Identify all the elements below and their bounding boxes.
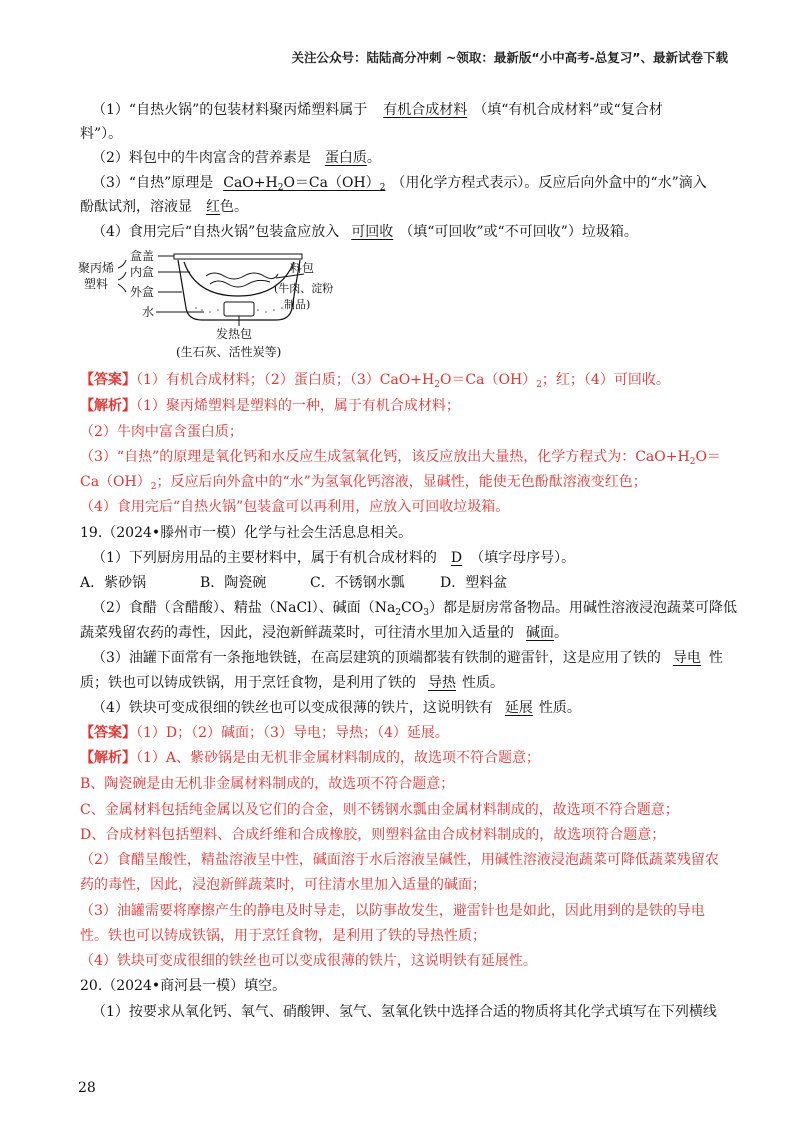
diagram-label-inner-box: 内盒 — [130, 265, 155, 279]
q18-answer-3: $CaO+H_2O=Ca(OH)_2$ — [223, 175, 386, 193]
q19-analysis-7: （3）油罐需要将摩擦产生的静电及时导走，以防事故发生，避雷针也是如此，因此用到的是铁的导电 — [80, 903, 705, 919]
q19-line-2: （2）食醋（含醋酸）、精盐（NaCl）、碱面$(Na_2CO_3)$都是厨房常备物品。用碱性溶液浸泡蔬菜可降低 — [92, 600, 737, 618]
q18-answer-line: 【答案】（1）有机合成材料；（2）蛋白质；$(3)CaO+H_2O=Ca(OH)_2$；红；（4）可回收。 — [80, 372, 670, 390]
self-heating-pot-diagram — [78, 248, 334, 366]
diagram-label-lid: 盒盖 — [130, 249, 155, 263]
diagram-label-outer-box: 外盒 — [130, 285, 155, 299]
q19-analysis-3: C、金属材料包括纯金属以及它们的合金，则不锈钢水瓢由金属材料制成的，故选项不符合题意； — [80, 802, 679, 818]
q19-option-b: B．陶瓷碗 — [200, 575, 267, 591]
diagram-label-heating-pack: 发热包 — [216, 327, 253, 341]
q19-option-d: D．塑料盆 — [440, 575, 508, 591]
diagram-label-food-pack-content: (牛肉、淀粉 — [274, 282, 334, 295]
q19-analysis-5: （2）食醋呈酸性，精盐溶液呈中性，碱面溶于水后溶液呈碱性，用碱性溶液浸泡蔬菜可降低蔬菜残留农 — [80, 852, 719, 868]
q19-analysis-1: 【解析】（1）A、紫砂锅是由无机非金属材料制成的，故选项不符合题意； — [80, 750, 541, 766]
q18-answer-1: 有机合成材料 — [383, 102, 468, 118]
q19-analysis-4: D、合成材料包括塑料、合成纤维和合成橡胶，则塑料盆由合成材料制成的，故选项符合题意； — [80, 827, 666, 843]
diagram-label-heating-pack-content: (生石灰、活性炭等) — [176, 345, 282, 359]
diagram-label-polypropylene: 聚丙烯 — [78, 261, 115, 275]
q18-analysis-3: （3）“自热”的原理是氧化钙和水反应生成氢氧化钙，该反应放出大量热，化学方程式为：$CaO+H_2O=$ — [80, 449, 721, 467]
diagram-label-water: 水 — [142, 305, 155, 319]
q19-options — [80, 573, 507, 593]
diagram-label-food-pack: 料包 — [290, 261, 315, 275]
q19-option-a: A．紫砂锅 — [80, 575, 147, 591]
q19-analysis-6: 药的毒性，因此，浸泡新鲜蔬菜时，可往清水里加入适量的碱面； — [80, 877, 486, 893]
q19-title: 19.（2024•滕州市一模）化学与社会生活息息相关。 — [80, 525, 413, 541]
q18-analysis-1: 【解析】（1）聚丙烯塑料是塑料的一种，属于有机合成材料； — [80, 398, 460, 414]
diagram-label-food-pack-content-2: 制品) — [284, 298, 311, 311]
q18-line-4: 酚酞试剂，溶液显 红色。 — [80, 199, 248, 215]
q19-analysis-2: B、陶瓷碗是由无机非金属材料制成的，故选项不符合题意； — [80, 776, 455, 792]
q18-analysis-4: $Ca(OH)_2$；反应后向外盒中的“水”为氢氧化钙溶液，显碱性，能使无色酚酞溶液变红色； — [80, 474, 647, 492]
q18-answer-4: 红 — [206, 199, 220, 215]
q19-answer-1: D — [450, 550, 463, 566]
q18-line-3: （3）“自热”原理是 $CaO+H_2O=Ca(OH)_2$ （用化学方程式表示）。反应后向外盒中的“水”滴入 — [92, 175, 707, 193]
q20-title: 20.（2024•商河县一模）填空。 — [80, 978, 287, 994]
q19-line-1: （1）下列厨房用品的主要材料中，属于有机合成材料的 D （填字母序号）。 — [92, 550, 576, 566]
q19-line-5: 质；铁也可以铸成铁锅，用于烹饪食物，是利用了铁的 导热 性质。 — [80, 675, 504, 691]
q18-line-5: （4）食用完后“自热火锅”包装盒应放入 可回收 （填“可回收”或“不可回收”）垃圾箱。 — [92, 224, 638, 240]
q18-line-1-cont: 料”）。 — [80, 126, 123, 142]
q18-line-2: （2）料包中的牛肉富含的营养素是 蛋白质。 — [92, 150, 381, 166]
q20-line-1: （1）按要求从氧化钙、氧气、硝酸钾、氢气、氢氧化铁中选择合适的物质将其化学式填写在下列横线 — [92, 1004, 717, 1020]
q19-option-c: C．不锈钢水瓢 — [310, 575, 405, 591]
q19-line-6: （4）铁块可变成很细的铁丝也可以变成很薄的铁片，这说明铁有 延展 性质。 — [92, 700, 581, 716]
q19-answer-2: 碱面 — [526, 625, 554, 641]
q19-answer-3: 导电 — [672, 650, 701, 666]
q18-answer-5: 可回收 — [351, 224, 394, 240]
q18-answer-2: 蛋白质 — [324, 150, 367, 166]
q19-analysis-8: 性。铁也可以铸成铁锅，用于烹饪食物，是利用了铁的导热性质； — [80, 928, 486, 944]
q18-line-1: （1）“自热火锅”的包装材料聚丙烯塑料属于 有机合成材料 （填“有机合成材料”或“复合材 — [92, 102, 663, 118]
page-header: 关注公众号：陆陆高分冲刺 ~领取：最新版“小中高考-总复习”、最新试卷下载 — [291, 50, 728, 65]
q18-analysis-5: （4）食用完后“自热火锅”包装盒可以再利用，应放入可回收垃圾箱。 — [80, 499, 510, 515]
q19-analysis-9: （4）铁块可变成很细的铁丝也可以变成很薄的铁片，这说明铁有延展性。 — [80, 953, 537, 969]
q19-answer-4: 导热 — [428, 675, 456, 691]
q19-answer-5: 延展 — [504, 700, 533, 716]
q19-answer-line: 【答案】（1）D；（2）碱面；（3）导电；导热；（4）延展。 — [80, 725, 449, 741]
q19-line-3: 蔬菜残留农药的毒性，因此，浸泡新鲜蔬菜时，可往清水里加入适量的 碱面。 — [80, 625, 568, 641]
page-number: 28 — [78, 1080, 96, 1096]
diagram-label-plastic: 塑料 — [84, 277, 109, 291]
q18-analysis-2: （2）牛肉中富含蛋白质； — [80, 424, 243, 440]
q19-line-4: （3）油罐下面常有一条拖地铁链，在高层建筑的顶端都装有铁制的避雷针，这是应用了铁的 导电 性 — [92, 650, 723, 666]
